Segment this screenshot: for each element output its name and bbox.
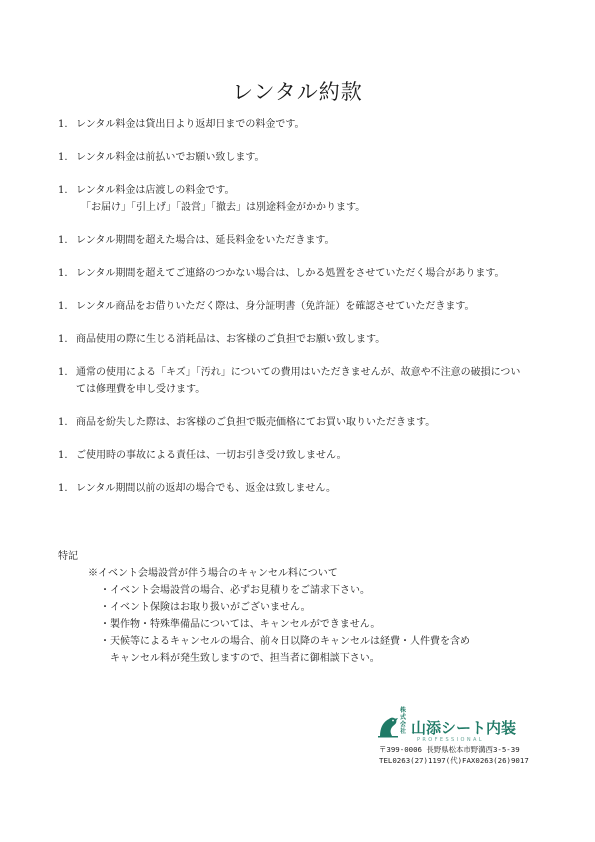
term-text: レンタル期間以前の返却の場合でも、返金は致しません。 (76, 483, 336, 494)
notes-heading: 特記 (58, 551, 78, 562)
term-item (58, 116, 558, 133)
term-text: 通常の使用による「キズ」「汚れ」についての費用はいただきませんが、故意や不注意の破損につい (76, 367, 521, 378)
term-number: 1. (58, 334, 68, 345)
term-text: 商品を紛失した際は、お客様のご負担で販売価格にてお買い取りいただきます。 (76, 417, 436, 428)
term-number: 1. (58, 119, 68, 130)
notes-item: ・イベント会場設営の場合、必ずお見積りをご請求下さい。 (100, 585, 370, 596)
term-text: ご使用時の事故による責任は、一切お引き受け致しません。 (76, 450, 347, 461)
term-item (58, 364, 558, 398)
company-block (377, 707, 552, 766)
term-text: レンタル商品をお借りいただく際は、身分証明書（免許証）を確認させていただきます。 (76, 301, 475, 312)
term-item (58, 414, 558, 431)
term-number: 1. (58, 367, 68, 378)
term-item (58, 149, 558, 166)
term-number: 1. (58, 185, 68, 196)
term-item (58, 298, 558, 315)
term-item (58, 331, 558, 348)
company-phone: TEL0263(27)1197(代)FAX0263(26)9017 (379, 756, 529, 765)
term-number: 1. (58, 152, 68, 163)
term-number: 1. (58, 483, 68, 494)
term-number: 1. (58, 268, 68, 279)
notes-item-continuation: キャンセル料が発生致しますので、担当者に御相談下さい。 (110, 653, 380, 664)
notes-item: ・天候等によるキャンセルの場合、前々日以降のキャンセルは経費・人件費を含め (100, 636, 470, 647)
company-logo (377, 707, 552, 738)
page-title: レンタル約款 (232, 80, 363, 105)
term-item (58, 232, 558, 249)
special-notes (58, 548, 470, 667)
company-address: 〒399-0006 長野県松本市野溝西3-5-39 (379, 745, 520, 754)
term-text: レンタル料金は店渡しの料金です。 (76, 185, 235, 196)
term-number: 1. (58, 417, 68, 428)
company-name: 山添シート内装 (411, 719, 517, 737)
terms-list (58, 116, 558, 513)
company-kabushiki: 株式会社 (400, 707, 407, 735)
notes-intro: ※イベント会場設営が伴う場合のキャンセル料について (88, 568, 338, 579)
term-item (58, 480, 558, 497)
term-item (58, 265, 558, 282)
term-item (58, 182, 558, 216)
term-text: レンタル料金は貸出日より返却日までの料金です。 (76, 119, 305, 130)
term-text: レンタル期間を超えた場合は、延長料金をいただきます。 (76, 235, 335, 246)
notes-item: ・製作物・特殊準備品については、キャンセルができません。 (100, 619, 381, 630)
company-subtitle: PROFESSIONAL (417, 737, 484, 743)
term-subtext: 「お届け」「引上げ」「設営」「撤去」は別途料金がかかります。 (81, 202, 366, 213)
term-text-continuation: ては修理費を申し受けます。 (76, 384, 206, 395)
term-number: 1. (58, 235, 68, 246)
term-item (58, 447, 558, 464)
term-number: 1. (58, 301, 68, 312)
term-text: 商品使用の際に生じる消耗品は、お客様のご負担でお願い致します。 (76, 334, 386, 345)
term-number: 1. (58, 450, 68, 461)
term-text: レンタル料金は前払いでお願い致します。 (76, 152, 265, 163)
notes-item: ・イベント保険はお取り扱いがございません。 (100, 602, 311, 613)
bird-logo-icon (377, 714, 399, 738)
term-text: レンタル期間を超えてご連絡のつかない場合は、しかる処置をさせていただく場合があります。 (76, 268, 505, 279)
